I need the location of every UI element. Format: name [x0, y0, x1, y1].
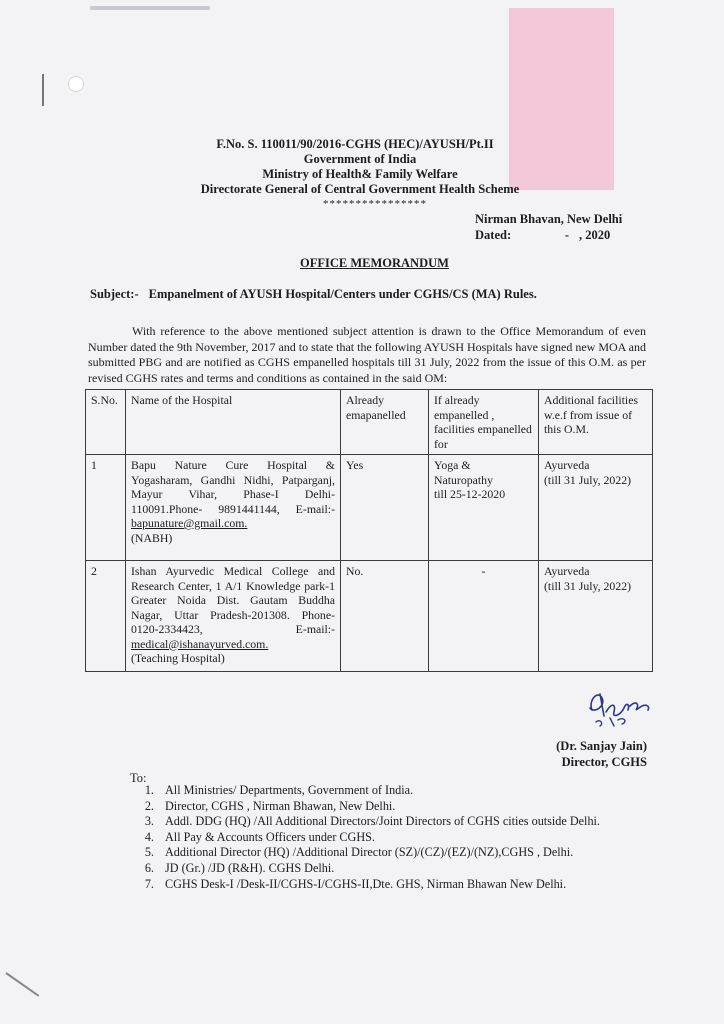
subject-label: Subject:-: [90, 287, 139, 301]
additional-line: (till 31 July, 2022): [544, 578, 632, 593]
cell-facilities: [429, 455, 539, 561]
hospital-name-text: Bapu Nature Cure Hospital & Yogasharam, Gandhi Nidhi, Patparganj, Mayur Vihar, Phase-I Delhi-110091.Phone- 9891441144, E-mail:-: [131, 458, 335, 516]
cell-sno: 2: [86, 561, 126, 672]
signatory-designation: Director, CGHS: [561, 755, 647, 769]
subject-line: [90, 287, 537, 302]
cell-already: No.: [341, 561, 429, 672]
list-item: 2. Director, CGHS , Nirman Bhawan, New Delhi.: [157, 799, 667, 815]
handwritten-signature: [580, 682, 660, 732]
col-header-facilities: If already empanelled , facilities empanelled for: [429, 390, 539, 455]
facilities-line: till 25-12-2020: [434, 487, 506, 501]
place-line: Nirman Bhavan, New Delhi: [475, 212, 623, 226]
dated-mark: -: [564, 228, 570, 242]
hospital-note: (Teaching Hospital): [131, 651, 225, 665]
cell-additional: [539, 561, 653, 672]
col-header-sno: S.No.: [86, 390, 126, 455]
punch-hole: [68, 76, 84, 92]
corner-fold-mark: [5, 972, 39, 997]
additional-line: (till 31 July, 2022): [544, 472, 632, 487]
facilities-line: Naturopathy: [434, 472, 493, 487]
directorate-line: Directorate General of Central Government Health Scheme: [200, 182, 520, 196]
hospital-table: [85, 389, 653, 672]
signatory-name: (Dr. Sanjay Jain): [556, 739, 647, 753]
list-item: 6. JD (Gr.) /JD (R&H). CGHS Delhi.: [157, 861, 667, 877]
hospital-email-link[interactable]: medical@ishanayurved.com.: [131, 636, 269, 651]
dated-line: [475, 227, 622, 243]
subject-text: Empanelment of AYUSH Hospital/Centers under CGHS/CS (MA) Rules.: [148, 287, 537, 301]
col-header-already: Already emapanelled: [341, 390, 429, 455]
cell-additional: [539, 455, 653, 561]
list-item: 3. Addl. DDG (HQ) /All Additional Directors/Joint Directors of CGHS cities outside Delhi.: [157, 814, 667, 830]
cell-sno: 1: [86, 455, 126, 561]
intro-paragraph: With reference to the above mentioned subject attention is drawn to the Office Memorandum of even Number dated the 9th November, 2017 and to state that the following AYUSH Hospitals have signed new MOA and submitted PBG and are notified as CGHS empanelled hospitals till 31 July, 2022 from the issue of this O.M. as per revised CGHS rates and terms and conditions as contained in the said OM:: [88, 324, 646, 385]
list-item: 5. Additional Director (HQ) /Additional Director (SZ)/(CZ)/(EZ)/(NZ),CGHS , Delhi.: [157, 845, 667, 861]
signatory-block: [540, 738, 647, 770]
ministry-line: Ministry of Health& Family Welfare: [262, 167, 458, 181]
facilities-line: -: [481, 564, 486, 578]
hospital-email-link[interactable]: bapunature@gmail.com.: [131, 516, 248, 530]
list-item: 7. CGHS Desk-I /Desk-II/CGHS-I/CGHS-II,Dte. GHS, Nirman Bhawan New Delhi.: [157, 877, 667, 893]
facilities-line: Yoga &: [434, 458, 471, 472]
scan-smudge: [90, 6, 210, 10]
table-row: [86, 455, 653, 561]
cell-facilities: [429, 561, 539, 672]
additional-line: Ayurveda: [544, 458, 590, 472]
dated-label: Dated:: [475, 228, 512, 242]
dated-year: , 2020: [579, 228, 611, 242]
memo-title: OFFICE MEMORANDUM: [300, 256, 449, 270]
table-header-row: [86, 390, 653, 455]
hospital-name-text: Ishan Ayurvedic Medical College and Research Center, 1 A/1 Knowledge park-1 Greater Noida Dist. Gautam Buddha Nagar, Uttar Pradesh-201308. Phone- 0120-2334423, E-mail:-: [131, 564, 335, 636]
hospital-note: (NABH): [131, 530, 173, 545]
stars-divider: ****************: [323, 198, 427, 210]
letterhead: [150, 137, 570, 212]
table-row: [86, 561, 653, 672]
place-date-block: [475, 211, 622, 243]
list-item: 4. All Pay & Accounts Officers under CGHS.: [157, 830, 667, 846]
recipients-list: [133, 783, 667, 892]
cell-hospital-name: [126, 455, 341, 561]
margin-mark: [42, 74, 44, 106]
to-label: To:: [130, 771, 147, 785]
additional-line: Ayurveda: [544, 564, 590, 578]
list-item: 1. All Ministries/ Departments, Government of India.: [157, 783, 667, 799]
cell-hospital-name: [126, 561, 341, 672]
col-header-additional: Additional facilities w.e.f from issue of this O.M.: [539, 390, 653, 455]
file-number: F.No. S. 110011/90/2016-CGHS (HEC)/AYUSH/Pt.II: [216, 137, 494, 151]
government-line: Government of India: [303, 152, 417, 166]
cell-already: Yes: [341, 455, 429, 561]
col-header-name: Name of the Hospital: [126, 390, 341, 455]
